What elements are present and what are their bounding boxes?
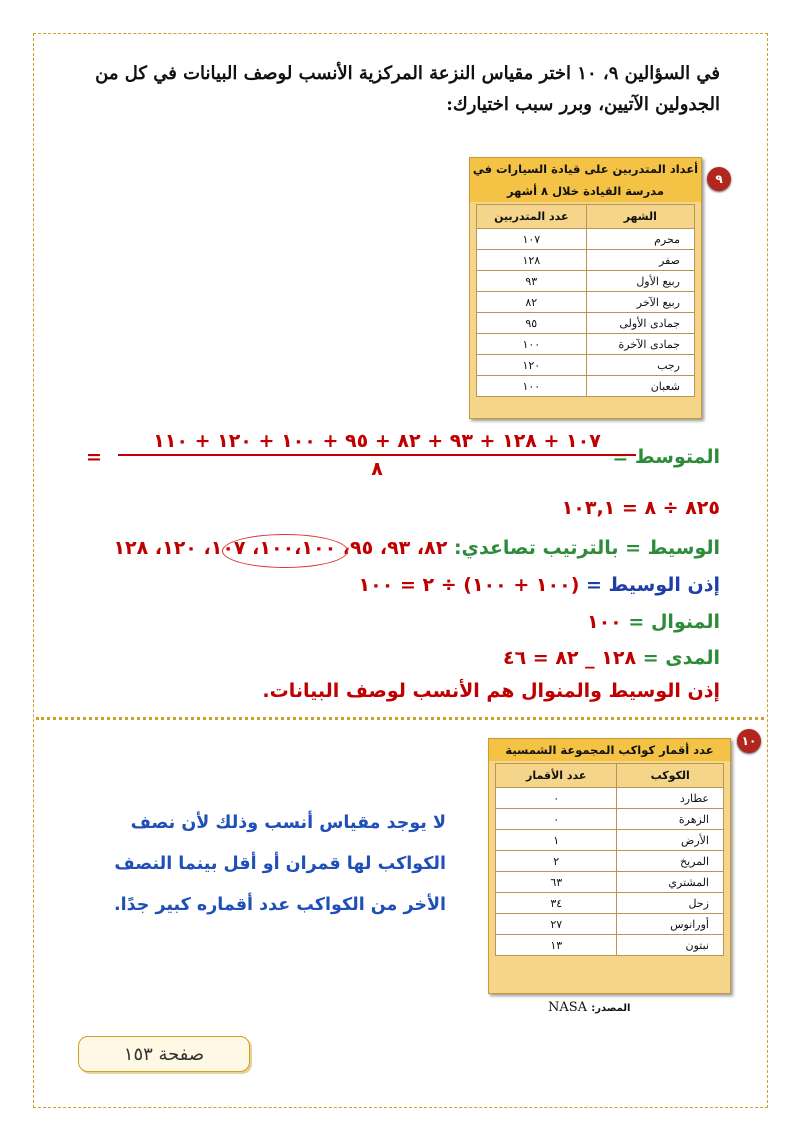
q10-moons: ٠ [496, 788, 617, 809]
table-row [496, 935, 724, 956]
q10-data-table [495, 763, 724, 956]
table-row [496, 851, 724, 872]
q10-moons: ٦٣ [496, 872, 617, 893]
range-value: ١٢٨ _ ٨٢ = ٤٦ [502, 647, 637, 669]
page-number-label: صفحة ١٥٣ [78, 1036, 250, 1072]
q9-month: محرم [586, 229, 694, 250]
q9-table [469, 157, 702, 419]
q10-moons: ١٣ [496, 935, 617, 956]
table-row [496, 893, 724, 914]
mean-result: ٨٢٥ ÷ ٨ = ١٠٣,١ [561, 497, 720, 519]
intro-text: في السؤالين ٩، ١٠ اختر مقياس النزعة المركزية الأنسب لوصف البيانات في كل من الجدولين الآتيين، وبرر سبب اختيارك: [95, 63, 720, 115]
q9-month: رجب [586, 355, 694, 376]
median-line [113, 537, 720, 559]
q10-table [488, 738, 731, 994]
source-value: NASA [548, 1000, 588, 1015]
table-row [477, 229, 695, 250]
q10-planet: الزهرة [617, 809, 724, 830]
q10-planet: عطارد [617, 788, 724, 809]
q10-planet: المريخ [617, 851, 724, 872]
q9-month: ربيع الآخر [586, 292, 694, 313]
q10-planet: زحل [617, 893, 724, 914]
q9-count: ٨٢ [477, 292, 587, 313]
mode-line [587, 611, 720, 633]
median-order: ٨٢، ٩٣، ٩٥، ١٠٠،١٠٠، ١٠٧، ١٢٠، ١٢٨ [113, 537, 448, 559]
table-row [477, 292, 695, 313]
table-row [477, 376, 695, 397]
table-row [477, 313, 695, 334]
q10-planet: نبتون [617, 935, 724, 956]
table-row [477, 355, 695, 376]
source-note [548, 1000, 630, 1015]
q9-count: ١٠٠ [477, 376, 587, 397]
q10-moons: ٢ [496, 851, 617, 872]
source-label: المصدر: [591, 1003, 631, 1014]
q9-month: جمادى الآخرة [586, 334, 694, 355]
q9-data-table [476, 204, 695, 397]
q9-header-count: عدد المتدربين [477, 205, 587, 229]
q10-moons: ٢٧ [496, 914, 617, 935]
q9-header-month: الشهر [586, 205, 694, 229]
q9-count: ٩٥ [477, 313, 587, 334]
q10-moons: ١ [496, 830, 617, 851]
range-line [503, 647, 720, 669]
q10-answer: لا يوجد مقياس أنسب وذلك لأن نصف الكواكب لها قمران أو أقل بينما النصف الأخر من الكواكب عدد أقماره كبير جدًا. [113, 813, 446, 915]
mean-label: المتوسط = [612, 446, 720, 468]
table-row [496, 830, 724, 851]
table-row [477, 250, 695, 271]
median-calc-label: إذن الوسيط = [586, 574, 720, 596]
q10-moons: ٠ [496, 809, 617, 830]
table-row [496, 809, 724, 830]
q9-count: ٩٣ [477, 271, 587, 292]
median-calc-line [359, 574, 720, 596]
q10-planet: المشتري [617, 872, 724, 893]
median-calc: (١٠٠ + ١٠٠) ÷ ٢ = ١٠٠ [358, 574, 580, 596]
q9-month: صفر [586, 250, 694, 271]
q10-header-planet: الكوكب [617, 764, 724, 788]
mean-equals: = [86, 446, 102, 468]
mode-value: ١٠٠ [586, 611, 622, 633]
question-10-badge: ١٠ [737, 729, 761, 753]
q9-month: شعبان [586, 376, 694, 397]
q9-month: ربيع الأول [586, 271, 694, 292]
mean-fraction [118, 430, 636, 480]
section-divider [36, 717, 764, 720]
range-label: المدى = [642, 647, 720, 669]
q10-planet: الأرض [617, 830, 724, 851]
q10-table-title: عدد أقمار كواكب المجموعة الشمسية [489, 739, 730, 761]
table-row [496, 914, 724, 935]
mode-label: المنوال = [628, 611, 720, 633]
q10-header-moons: عدد الأقمار [496, 764, 617, 788]
q9-table-title: أعداد المتدربين على قيادة السيارات في مدرسة القيادة خلال ٨ أشهر [470, 158, 701, 202]
table-row [496, 872, 724, 893]
mean-denominator: ٨ [371, 458, 383, 480]
q9-count: ١٢٠ [477, 355, 587, 376]
q9-month: جمادى الأولى [586, 313, 694, 334]
mean-numerator: ١٠٧ + ١٢٨ + ٩٣ + ٨٢ + ٩٥ + ١٠٠ + ١٢٠ + ١١٠ [118, 430, 636, 456]
q9-count: ١٠٠ [477, 334, 587, 355]
conclusion: إذن الوسيط والمنوال هم الأنسب لوصف البيانات. [262, 680, 720, 702]
table-row [496, 788, 724, 809]
table-row [477, 271, 695, 292]
question-9-badge: ٩ [707, 167, 731, 191]
median-highlight-circle [222, 534, 348, 568]
table-row [477, 334, 695, 355]
q10-moons: ٣٤ [496, 893, 617, 914]
q9-count: ١٢٨ [477, 250, 587, 271]
median-label: الوسيط = بالترتيب تصاعدي: [453, 537, 720, 559]
q9-count: ١٠٧ [477, 229, 587, 250]
q10-planet: أورانوس [617, 914, 724, 935]
